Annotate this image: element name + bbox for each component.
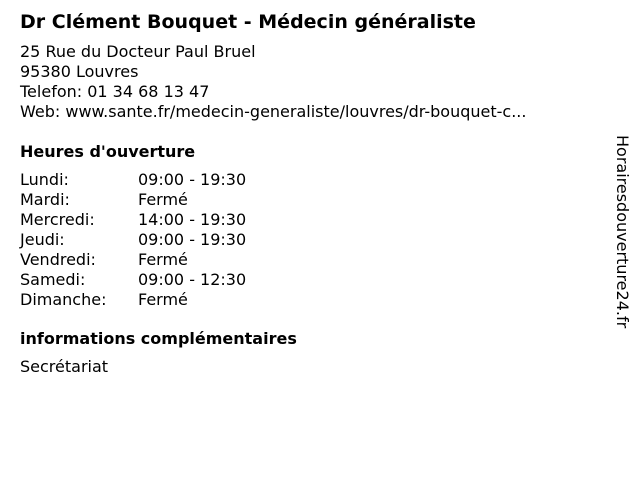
site-watermark: Horairesdouverture24.fr	[613, 135, 632, 329]
address-city: 95380 Louvres	[20, 62, 139, 81]
website-link[interactable]: Web: www.sante.fr/medecin-generaliste/louvres/dr-bouquet-c...	[20, 102, 527, 121]
hours-day: Samedi:	[20, 270, 86, 289]
hours-row-wednesday	[20, 210, 600, 230]
page-title: Dr Clément Bouquet - Médecin généraliste	[20, 11, 476, 33]
opening-hours-heading: Heures d'ouverture	[20, 142, 196, 161]
hours-row-tuesday	[20, 190, 600, 210]
hours-time: 09:00 - 19:30	[138, 170, 247, 189]
additional-info-text: Secrétariat	[20, 357, 109, 376]
hours-day: Vendredi:	[20, 250, 96, 269]
hours-row-friday	[20, 250, 600, 270]
hours-row-thursday	[20, 230, 600, 250]
hours-time: 14:00 - 19:30	[138, 210, 247, 229]
opening-hours-table	[20, 170, 600, 310]
hours-row-saturday	[20, 270, 600, 290]
additional-info-heading: informations complémentaires	[20, 329, 297, 348]
hours-row-sunday	[20, 290, 600, 310]
hours-time: 09:00 - 12:30	[138, 270, 247, 289]
hours-day: Mercredi:	[20, 210, 95, 229]
hours-day: Lundi:	[20, 170, 69, 189]
hours-day: Jeudi:	[20, 230, 65, 249]
phone-number: Telefon: 01 34 68 13 47	[20, 82, 210, 101]
address-street: 25 Rue du Docteur Paul Bruel	[20, 42, 256, 61]
hours-time: Fermé	[138, 190, 188, 209]
hours-time: Fermé	[138, 290, 188, 309]
hours-time: Fermé	[138, 250, 188, 269]
doctor-info-card	[20, 8, 600, 377]
hours-day: Dimanche:	[20, 290, 107, 309]
hours-row-monday	[20, 170, 600, 190]
hours-day: Mardi:	[20, 190, 70, 209]
hours-time: 09:00 - 19:30	[138, 230, 247, 249]
